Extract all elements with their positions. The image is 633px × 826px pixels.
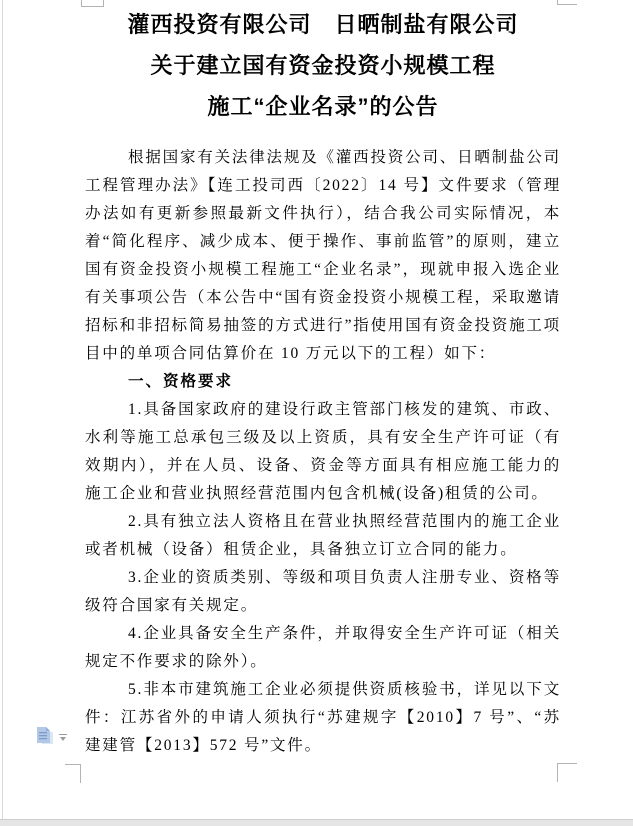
- document-title-line-3: 施工“企业名录”的公告: [207, 94, 439, 119]
- paragraph-intro: 根据国家有关法律法规及《灌西投资公司、日晒制盐公司工程管理办法》【连工投司西〔2022〕14 号】文件要求（管理办法如有更新参照最新文件执行），结合我公司实际情况，本着“简化程序、减少成本、便于操作、事前监管”的原则，建立国有资金投资小规模工程施工“企业名录”，现就申报入选企业有关事项公告（本公告中“国有资金投资小规模工程，采取邀请招标和非招标简易抽签的方式进行”指使用国有资金投资施工项目中的单项合同估算价在 10 万元以下的工程）如下：: [85, 149, 561, 362]
- paste-options-icon: [36, 726, 53, 750]
- document-title-line-2: 关于建立国有资金投资小规模工程: [150, 53, 496, 78]
- paragraph-item-4: 4.企业具备安全生产条件，并取得安全生产许可证（相关规定不作要求的除外）。: [85, 625, 561, 670]
- paragraph-item-5: 5.非本市建筑施工企业必须提供资质核验书，详见以下文件：江苏省外的申请人须执行“苏建规字【2010】7 号”、“苏建建管【2013】572 号”文件。: [85, 681, 561, 754]
- document-text-block: [85, 144, 561, 760]
- dropdown-arrow-icon: [59, 734, 67, 735]
- document-title: [85, 4, 561, 127]
- paragraph-item-2: 2.具有独立法人资格且在营业执照经营范围内的施工企业或者机械（设备）租赁企业，具备独立订立合同的能力。: [85, 513, 561, 558]
- section-heading-qualifications: 一、资格要求: [128, 373, 234, 390]
- dropdown-arrow-icon: [60, 737, 66, 741]
- document-body: [85, 4, 561, 760]
- paragraph-item-3: 3.企业的资质类别、等级和项目负责人注册专业、资格等级符合国家有关规定。: [85, 569, 561, 614]
- document-title-line-1: 灌西投资有限公司 日晒制盐有限公司: [127, 12, 519, 37]
- paragraph-item-1: 1.具备国家政府的建设行政主管部门核发的建筑、市政、水利等施工总承包三级及以上资质，具有安全生产许可证（有效期内），并在人员、设备、资金等方面具有相应施工能力的施工企业和营业执照经营范围内包含机械(设备)租赁的公司。: [85, 401, 561, 502]
- page-bottom-gap: [0, 819, 633, 826]
- page-left-edge: [2, 0, 3, 819]
- paste-options-button[interactable]: [36, 726, 70, 746]
- text-boundary-mark-bottom-right: [557, 763, 577, 782]
- text-boundary-mark-bottom-left: [65, 764, 81, 783]
